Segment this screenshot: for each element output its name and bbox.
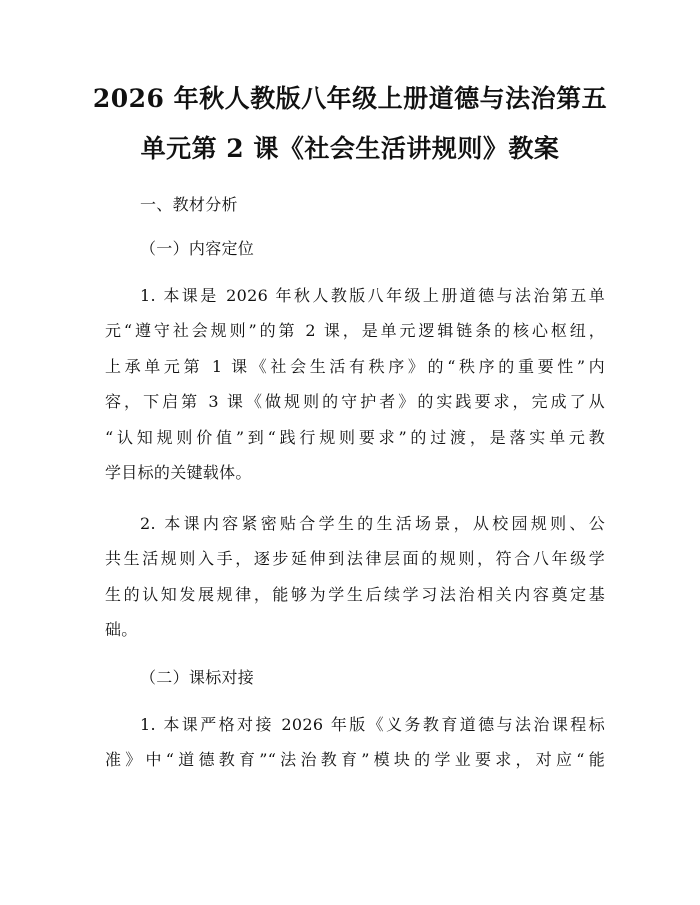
paragraph-1-line-1: 1. 本课是 2026 年秋人教版八年级上册道德与法治第五单 [140, 286, 605, 305]
subsection-heading-1-1: （一）内容定位 [140, 239, 255, 258]
paragraph-2-line-2: 共生活规则入手，逐步延伸到法律层面的规则，符合八年级学 [105, 549, 605, 568]
document-title-line-2: 单元第 2 课《社会生活讲规则》教案 [140, 134, 560, 163]
paragraph-1-line-6: 学目标的关键载体。 [105, 463, 252, 482]
document-title-line-1: 2026 年秋人教版八年级上册道德与法治第五 [92, 84, 608, 113]
subsection-heading-1-2: （二）课标对接 [140, 668, 255, 687]
paragraph-1-line-3: 上承单元第 1 课《社会生活有秩序》的“秩序的重要性”内 [105, 357, 605, 376]
paragraph-1-line-4: 容，下启第 3 课《做规则的守护者》的实践要求，完成了从 [105, 392, 605, 411]
paragraph-2-line-1: 2. 本课内容紧密贴合学生的生活场景，从校园规则、公 [140, 514, 605, 533]
paragraph-1-line-2: 元“遵守社会规则”的第 2 课，是单元逻辑链条的核心枢纽， [105, 321, 605, 340]
paragraph-3-line-2: 准》中“道德教育”“法治教育”模块的学业要求，对应“能 [105, 750, 605, 769]
paragraph-2-line-4: 础。 [105, 620, 138, 639]
section-heading-1: 一、教材分析 [140, 195, 238, 214]
paragraph-3-line-1: 1. 本课严格对接 2026 年版《义务教育道德与法治课程标 [140, 715, 605, 734]
paragraph-2-line-3: 生的认知发展规律，能够为学生后续学习法治相关内容奠定基 [105, 585, 605, 604]
paragraph-1-line-5: “认知规则价值”到“践行规则要求”的过渡，是落实单元教 [105, 428, 605, 447]
